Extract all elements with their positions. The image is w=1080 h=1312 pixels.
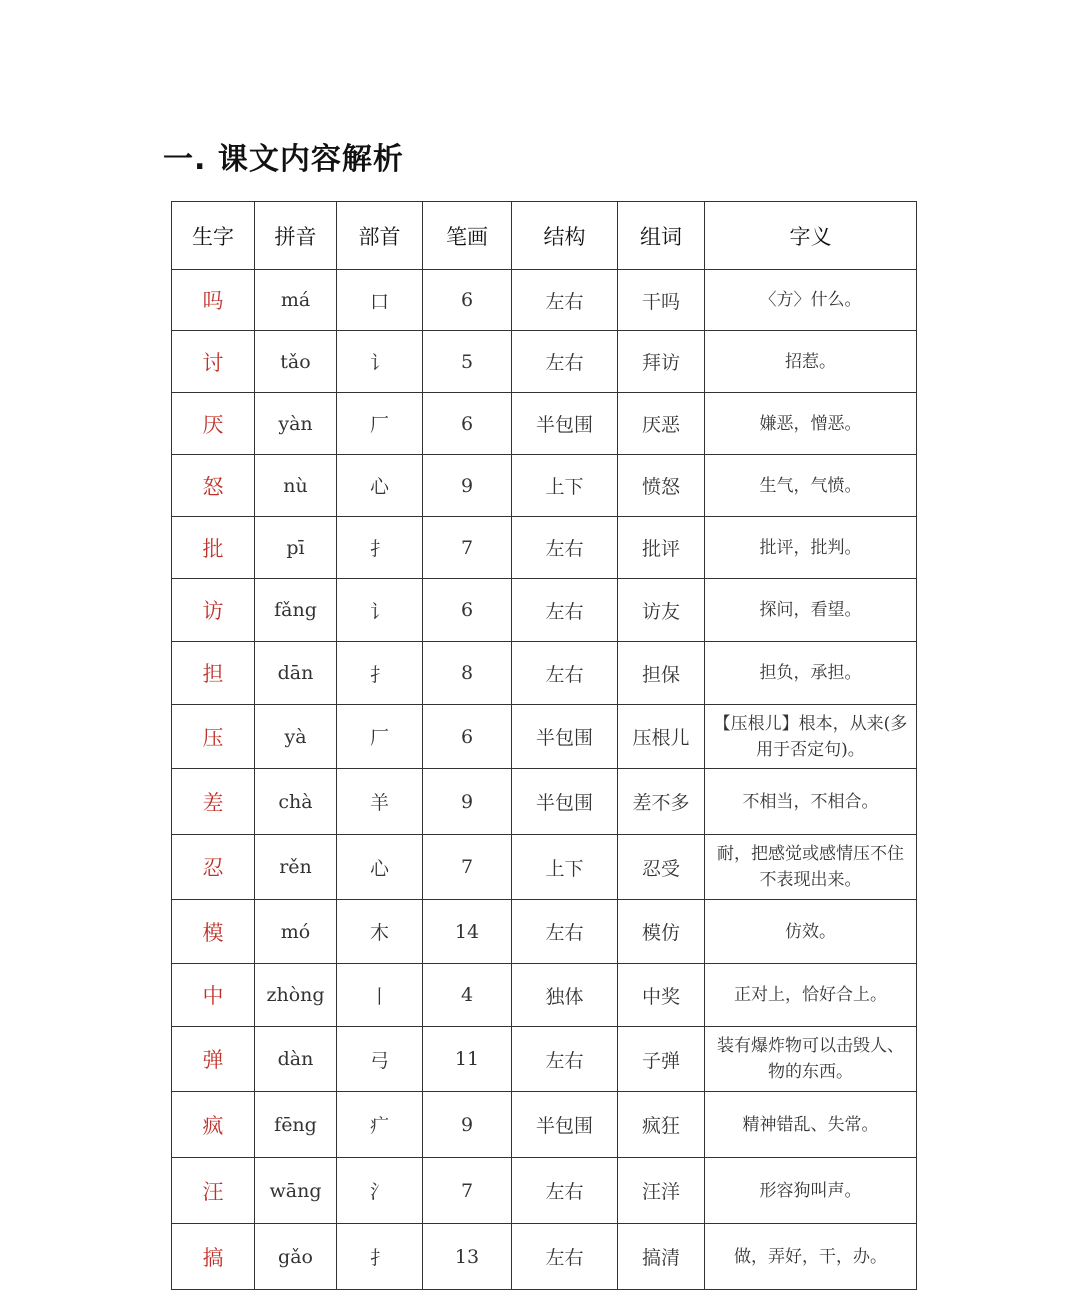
- table-body: [172, 270, 917, 1290]
- table-row: [172, 769, 917, 835]
- cell-meaning: 批评，批判。: [705, 517, 917, 579]
- header-structure: 结构: [512, 202, 618, 270]
- cell-radical: 疒: [337, 1092, 423, 1158]
- table-row: [172, 270, 917, 331]
- cell-word: 差不多: [618, 769, 705, 835]
- cell-strokes: 9: [423, 769, 512, 835]
- cell-pinyin: gǎo: [255, 1224, 337, 1290]
- cell-radical: 讠: [337, 331, 423, 393]
- cell-radical: 扌: [337, 517, 423, 579]
- cell-structure: 上下: [512, 455, 618, 517]
- cell-strokes: 5: [423, 331, 512, 393]
- cell-structure: 独体: [512, 964, 618, 1027]
- cell-char: 汪: [172, 1158, 255, 1224]
- cell-structure: 半包围: [512, 1092, 618, 1158]
- cell-strokes: 6: [423, 270, 512, 331]
- cell-strokes: 9: [423, 455, 512, 517]
- cell-word: 压根儿: [618, 705, 705, 769]
- cell-char: 疯: [172, 1092, 255, 1158]
- cell-structure: 左右: [512, 900, 618, 964]
- cell-word: 中奖: [618, 964, 705, 1027]
- cell-word: 汪洋: [618, 1158, 705, 1224]
- cell-radical: 厂: [337, 705, 423, 769]
- cell-word: 愤怒: [618, 455, 705, 517]
- cell-word: 担保: [618, 642, 705, 705]
- cell-structure: 半包围: [512, 705, 618, 769]
- table-row: [172, 331, 917, 393]
- cell-pinyin: yà: [255, 705, 337, 769]
- cell-strokes: 9: [423, 1092, 512, 1158]
- cell-meaning: 嫌恶，憎恶。: [705, 393, 917, 455]
- cell-meaning: 招惹。: [705, 331, 917, 393]
- cell-word: 访友: [618, 579, 705, 642]
- cell-strokes: 7: [423, 835, 512, 900]
- cell-char: 吗: [172, 270, 255, 331]
- table-row: [172, 579, 917, 642]
- cell-char: 厌: [172, 393, 255, 455]
- cell-char: 怒: [172, 455, 255, 517]
- cell-char: 担: [172, 642, 255, 705]
- cell-word: 厌恶: [618, 393, 705, 455]
- cell-char: 搞: [172, 1224, 255, 1290]
- vocabulary-table: [171, 201, 917, 1290]
- cell-meaning: 正对上，恰好合上。: [705, 964, 917, 1027]
- cell-char: 弹: [172, 1027, 255, 1092]
- cell-strokes: 6: [423, 579, 512, 642]
- cell-structure: 半包围: [512, 393, 618, 455]
- cell-strokes: 8: [423, 642, 512, 705]
- cell-structure: 上下: [512, 835, 618, 900]
- cell-char: 讨: [172, 331, 255, 393]
- table-row: [172, 835, 917, 900]
- cell-word: 干吗: [618, 270, 705, 331]
- header-radical: 部首: [337, 202, 423, 270]
- cell-meaning: 担负，承担。: [705, 642, 917, 705]
- cell-structure: 左右: [512, 579, 618, 642]
- cell-pinyin: rěn: [255, 835, 337, 900]
- table-row: [172, 1158, 917, 1224]
- cell-structure: 半包围: [512, 769, 618, 835]
- header-word: 组词: [618, 202, 705, 270]
- cell-radical: 木: [337, 900, 423, 964]
- table-row: [172, 393, 917, 455]
- cell-radical: 讠: [337, 579, 423, 642]
- cell-radical: 氵: [337, 1158, 423, 1224]
- cell-strokes: 11: [423, 1027, 512, 1092]
- cell-meaning: 探问，看望。: [705, 579, 917, 642]
- cell-strokes: 6: [423, 393, 512, 455]
- table-row: [172, 517, 917, 579]
- cell-pinyin: pī: [255, 517, 337, 579]
- cell-structure: 左右: [512, 1224, 618, 1290]
- cell-strokes: 4: [423, 964, 512, 1027]
- cell-strokes: 14: [423, 900, 512, 964]
- cell-char: 批: [172, 517, 255, 579]
- cell-pinyin: fǎng: [255, 579, 337, 642]
- cell-structure: 左右: [512, 517, 618, 579]
- cell-pinyin: wāng: [255, 1158, 337, 1224]
- cell-pinyin: dān: [255, 642, 337, 705]
- cell-meaning: 形容狗叫声。: [705, 1158, 917, 1224]
- cell-word: 拜访: [618, 331, 705, 393]
- cell-structure: 左右: [512, 1158, 618, 1224]
- cell-word: 批评: [618, 517, 705, 579]
- cell-meaning: 不相当，不相合。: [705, 769, 917, 835]
- table-row: [172, 705, 917, 769]
- cell-meaning: 做，弄好，干，办。: [705, 1224, 917, 1290]
- cell-pinyin: nù: [255, 455, 337, 517]
- cell-radical: 羊: [337, 769, 423, 835]
- cell-strokes: 7: [423, 1158, 512, 1224]
- cell-word: 忍受: [618, 835, 705, 900]
- cell-char: 压: [172, 705, 255, 769]
- cell-structure: 左右: [512, 331, 618, 393]
- cell-pinyin: zhòng: [255, 964, 337, 1027]
- table-row: [172, 455, 917, 517]
- cell-radical: 扌: [337, 642, 423, 705]
- cell-strokes: 6: [423, 705, 512, 769]
- page-title: 一. 课文内容解析: [163, 142, 404, 177]
- cell-meaning: 仿效。: [705, 900, 917, 964]
- cell-word: 子弹: [618, 1027, 705, 1092]
- cell-char: 模: [172, 900, 255, 964]
- cell-char: 中: [172, 964, 255, 1027]
- cell-structure: 左右: [512, 270, 618, 331]
- cell-radical: 扌: [337, 1224, 423, 1290]
- table-row: [172, 1224, 917, 1290]
- cell-meaning: 耐，把感觉或感情压不住不表现出来。: [705, 835, 917, 900]
- table-row: [172, 1027, 917, 1092]
- header-char: 生字: [172, 202, 255, 270]
- cell-meaning: 装有爆炸物可以击毁人、物的东西。: [705, 1027, 917, 1092]
- cell-word: 模仿: [618, 900, 705, 964]
- header-meaning: 字义: [705, 202, 917, 270]
- cell-radical: 口: [337, 270, 423, 331]
- cell-radical: 弓: [337, 1027, 423, 1092]
- cell-pinyin: mó: [255, 900, 337, 964]
- cell-radical: 厂: [337, 393, 423, 455]
- cell-radical: 心: [337, 835, 423, 900]
- cell-pinyin: chà: [255, 769, 337, 835]
- cell-structure: 左右: [512, 1027, 618, 1092]
- cell-strokes: 7: [423, 517, 512, 579]
- cell-structure: 左右: [512, 642, 618, 705]
- cell-meaning: 精神错乱、失常。: [705, 1092, 917, 1158]
- cell-word: 疯狂: [618, 1092, 705, 1158]
- cell-pinyin: yàn: [255, 393, 337, 455]
- table-row: [172, 900, 917, 964]
- cell-meaning: 〈方〉什么。: [705, 270, 917, 331]
- cell-char: 忍: [172, 835, 255, 900]
- cell-word: 搞清: [618, 1224, 705, 1290]
- cell-meaning: 【压根儿】根本，从来(多用于否定句)。: [705, 705, 917, 769]
- cell-meaning: 生气，气愤。: [705, 455, 917, 517]
- table-row: [172, 964, 917, 1027]
- table-header-row: [172, 202, 917, 270]
- cell-pinyin: tǎo: [255, 331, 337, 393]
- cell-radical: 丨: [337, 964, 423, 1027]
- header-strokes: 笔画: [423, 202, 512, 270]
- cell-char: 差: [172, 769, 255, 835]
- cell-radical: 心: [337, 455, 423, 517]
- table-row: [172, 1092, 917, 1158]
- cell-pinyin: má: [255, 270, 337, 331]
- cell-strokes: 13: [423, 1224, 512, 1290]
- cell-char: 访: [172, 579, 255, 642]
- cell-pinyin: dàn: [255, 1027, 337, 1092]
- table-row: [172, 642, 917, 705]
- cell-pinyin: fēng: [255, 1092, 337, 1158]
- header-pinyin: 拼音: [255, 202, 337, 270]
